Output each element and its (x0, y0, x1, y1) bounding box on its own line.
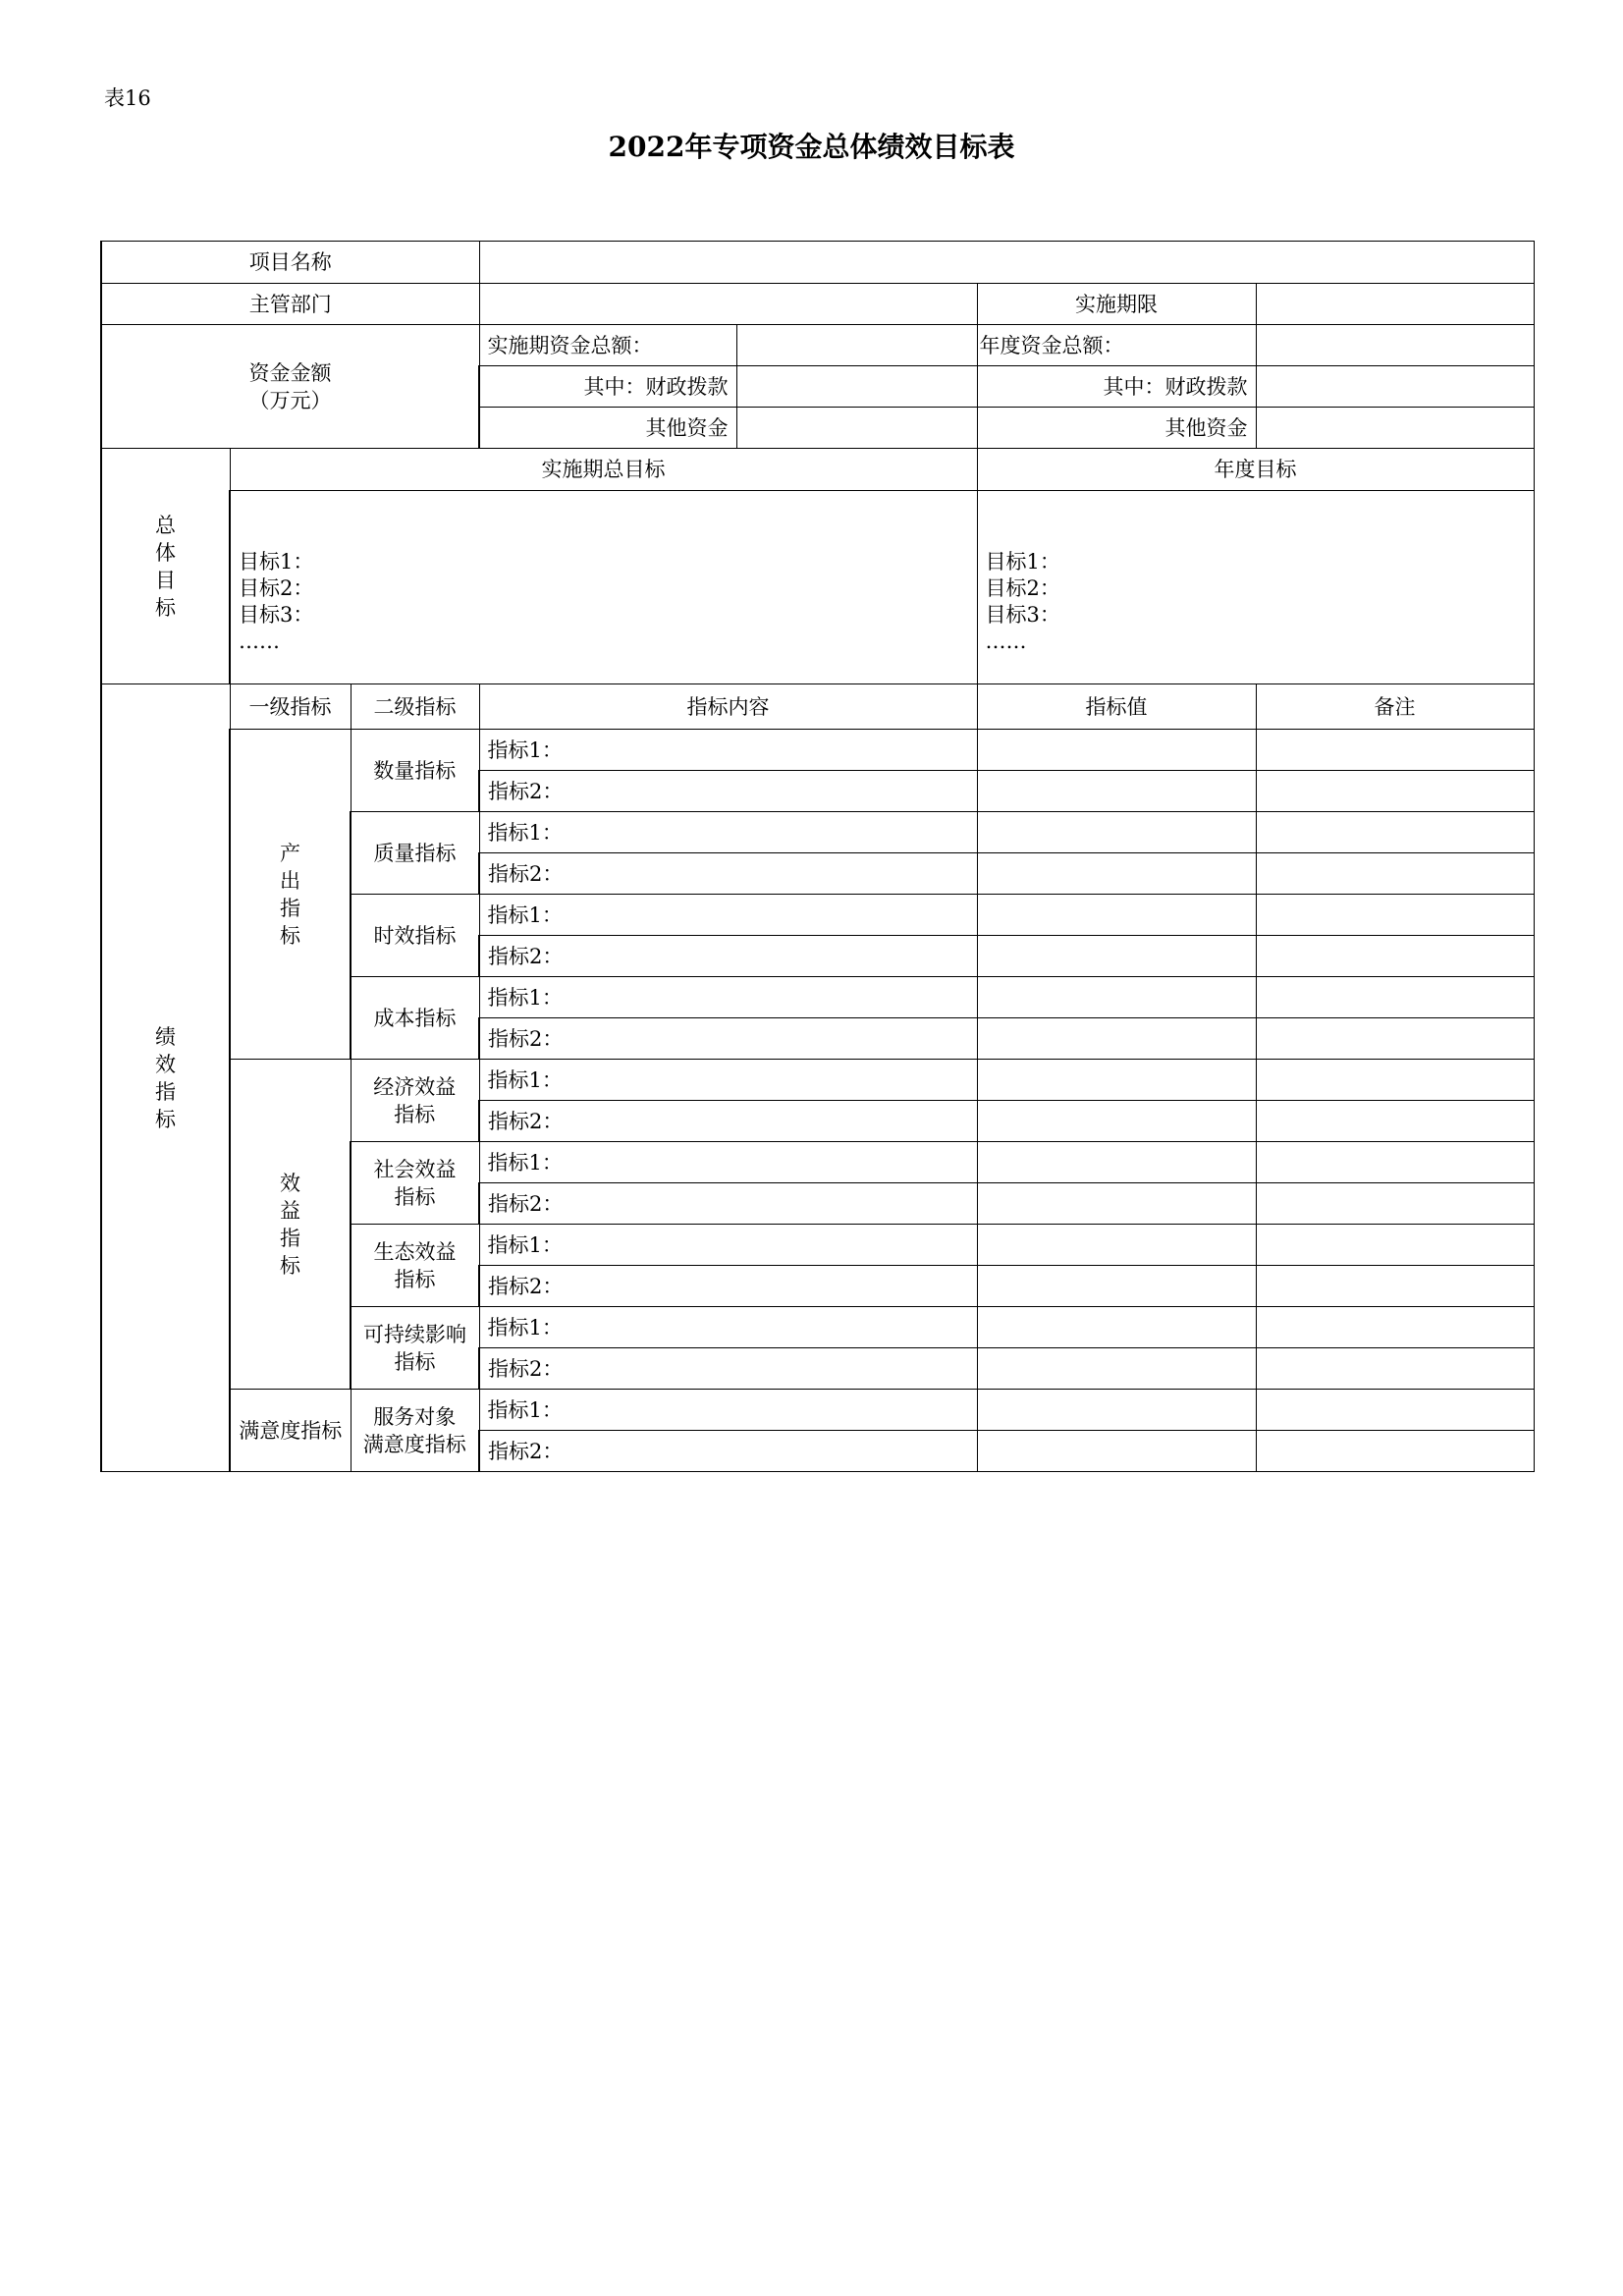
content-header: 指标内容 (479, 684, 977, 730)
indicator-remark[interactable] (1256, 1225, 1534, 1266)
indicator-remark[interactable] (1256, 1060, 1534, 1101)
level1-header: 一级指标 (230, 684, 351, 730)
cost-indicator: 成本指标 (351, 977, 479, 1060)
indicator-item[interactable]: 指标1： (479, 895, 977, 936)
indicator-value[interactable] (977, 1018, 1256, 1060)
indicator-item[interactable]: 指标1： (479, 1307, 977, 1348)
output-indicator-label: 产 出 指 标 (230, 730, 351, 1060)
quality-indicator: 质量指标 (351, 812, 479, 895)
period-fiscal-value[interactable] (736, 366, 977, 408)
remark-header: 备注 (1256, 684, 1534, 730)
indicator-item[interactable]: 指标2： (479, 853, 977, 895)
timeliness-indicator: 时效指标 (351, 895, 479, 977)
indicator-item[interactable]: 指标2： (479, 1266, 977, 1307)
indicator-item[interactable]: 指标1： (479, 1142, 977, 1183)
benefit-indicator-label: 效 益 指 标 (230, 1060, 351, 1390)
indicator-remark[interactable] (1256, 1307, 1534, 1348)
indicator-remark[interactable] (1256, 1018, 1534, 1060)
indicator-remark[interactable] (1256, 1101, 1534, 1142)
indicator-remark[interactable] (1256, 1348, 1534, 1390)
indicator-item[interactable]: 指标2： (479, 1431, 977, 1472)
service-satisfaction-indicator: 服务对象 满意度指标 (351, 1390, 479, 1472)
dept-value[interactable] (479, 284, 977, 325)
period-fiscal-label: 其中：财政拨款 (479, 366, 736, 408)
annual-fiscal-label: 其中：财政拨款 (977, 366, 1256, 408)
indicator-remark[interactable] (1256, 1266, 1534, 1307)
indicator-value[interactable] (977, 812, 1256, 853)
social-benefit-indicator: 社会效益 指标 (351, 1142, 479, 1225)
indicator-remark[interactable] (1256, 977, 1534, 1018)
economic-benefit-indicator: 经济效益 指标 (351, 1060, 479, 1142)
funds-label: 资金金额 （万元） (101, 325, 479, 449)
indicator-remark[interactable] (1256, 1142, 1534, 1183)
level2-header: 二级指标 (351, 684, 479, 730)
project-name-label: 项目名称 (101, 242, 479, 284)
indicator-remark[interactable] (1256, 1390, 1534, 1431)
indicator-value[interactable] (977, 1142, 1256, 1183)
period-label: 实施期限 (977, 284, 1256, 325)
period-goal-header: 实施期总目标 (230, 449, 977, 491)
indicator-remark[interactable] (1256, 936, 1534, 977)
indicator-value[interactable] (977, 977, 1256, 1018)
indicator-value[interactable] (977, 1101, 1256, 1142)
annual-goal-list[interactable]: 目标1： 目标2： 目标3： …… (977, 491, 1534, 684)
indicator-value[interactable] (977, 1060, 1256, 1101)
ecological-benefit-indicator: 生态效益 指标 (351, 1225, 479, 1307)
annual-total-value[interactable] (1256, 325, 1534, 366)
indicator-value[interactable] (977, 1307, 1256, 1348)
annual-total-label: 年度资金总额： (977, 325, 1256, 366)
period-total-label: 实施期资金总额： (479, 325, 736, 366)
indicator-item[interactable]: 指标2： (479, 1018, 977, 1060)
indicator-remark[interactable] (1256, 1431, 1534, 1472)
indicator-value[interactable] (977, 730, 1256, 771)
satisfaction-indicator: 满意度指标 (230, 1390, 351, 1472)
page-title: 2022年专项资金总体绩效目标表 (608, 131, 1015, 163)
period-other-label: 其他资金 (479, 408, 736, 449)
table-number: 表16 (104, 86, 151, 110)
sustainable-impact-indicator: 可持续影响 指标 (351, 1307, 479, 1390)
indicator-value[interactable] (977, 1266, 1256, 1307)
period-goal-list[interactable]: 目标1： 目标2： 目标3： …… (230, 491, 977, 684)
indicator-value[interactable] (977, 895, 1256, 936)
indicator-value[interactable] (977, 1225, 1256, 1266)
annual-goal-header: 年度目标 (977, 449, 1534, 491)
indicator-value[interactable] (977, 1348, 1256, 1390)
indicator-item[interactable]: 指标1： (479, 1060, 977, 1101)
indicator-remark[interactable] (1256, 730, 1534, 771)
value-header: 指标值 (977, 684, 1256, 730)
indicator-item[interactable]: 指标2： (479, 1348, 977, 1390)
indicator-value[interactable] (977, 1183, 1256, 1225)
quantity-indicator: 数量指标 (351, 730, 479, 812)
indicator-value[interactable] (977, 771, 1256, 812)
indicator-remark[interactable] (1256, 771, 1534, 812)
indicator-item[interactable]: 指标1： (479, 1390, 977, 1431)
indicator-item[interactable]: 指标2： (479, 1101, 977, 1142)
annual-fiscal-value[interactable] (1256, 366, 1534, 408)
indicator-remark[interactable] (1256, 895, 1534, 936)
indicator-item[interactable]: 指标1： (479, 812, 977, 853)
indicator-item[interactable]: 指标1： (479, 977, 977, 1018)
indicator-item[interactable]: 指标2： (479, 1183, 977, 1225)
period-total-value[interactable] (736, 325, 977, 366)
indicator-item[interactable]: 指标2： (479, 771, 977, 812)
period-other-value[interactable] (736, 408, 977, 449)
dept-label: 主管部门 (101, 284, 479, 325)
indicator-remark[interactable] (1256, 812, 1534, 853)
indicator-value[interactable] (977, 853, 1256, 895)
performance-indicator-label: 绩 效 指 标 (101, 684, 230, 1472)
indicator-value[interactable] (977, 1431, 1256, 1472)
performance-target-table (100, 241, 1535, 1472)
indicator-item[interactable]: 指标1： (479, 1225, 977, 1266)
indicator-value[interactable] (977, 1390, 1256, 1431)
indicator-item[interactable]: 指标2： (479, 936, 977, 977)
project-name-value[interactable] (479, 242, 1534, 284)
indicator-value[interactable] (977, 936, 1256, 977)
indicator-item[interactable]: 指标1： (479, 730, 977, 771)
indicator-remark[interactable] (1256, 1183, 1534, 1225)
indicator-remark[interactable] (1256, 853, 1534, 895)
annual-other-value[interactable] (1256, 408, 1534, 449)
period-value[interactable] (1256, 284, 1534, 325)
annual-other-label: 其他资金 (977, 408, 1256, 449)
overall-goal-label: 总 体 目 标 (101, 449, 230, 684)
